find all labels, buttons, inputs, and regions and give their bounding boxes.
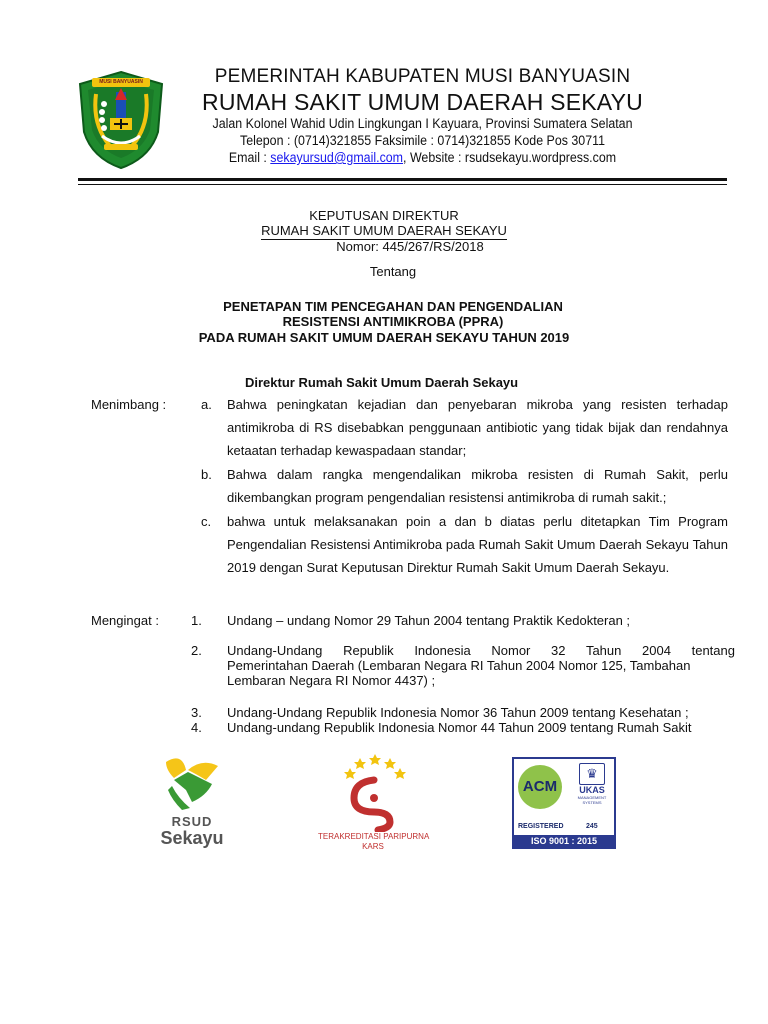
menimbang-item-c (227, 510, 728, 579)
list-line: Bahwa peningkatan kejadian dan penyebaran mikroba yang resisten terhadap (227, 397, 728, 412)
regency-emblem (78, 70, 164, 170)
email-prefix: Email : (228, 150, 271, 165)
list-line: Sekayu Tahun 2019 dengan Surat Keputusan Direktur Rumah Sakit Umum (227, 537, 728, 575)
mengingat-item-4: Undang-undang Republik Indonesia Nomor 44 Tahun 2009 tentang Rumah Sakit (227, 720, 692, 735)
website-text: , Website : rsudsekayu.wordpress.com (403, 150, 617, 165)
mengingat-item-2 (227, 643, 735, 688)
contact-line (209, 150, 637, 165)
letterhead-rule-thick (78, 178, 727, 181)
mengingat-marker-1: 1. (191, 613, 202, 628)
hospital-phone: Telepon : (0714)321855 Faksimile : 0714)321855 Kode Pos 30711 (239, 133, 606, 148)
ukas-text: UKAS (579, 785, 605, 795)
list-line: rendahnya ketaatan terhadap kewaspadaan standar; (227, 420, 728, 458)
list-line: Lembaran Negara RI Nomor 4437) ; (227, 673, 436, 688)
kars-caption-1: TERAKREDITASI PARIPURNA (318, 832, 430, 841)
government-name: PEMERINTAH KABUPATEN MUSI BANYUASIN (214, 66, 631, 87)
decree-issuer-title (0, 223, 768, 238)
kars-accreditation-logo (318, 752, 428, 852)
mengingat-marker-2: 2. (191, 643, 202, 658)
email-link[interactable]: sekayursud@gmail.com (270, 150, 404, 165)
decree-issuer-title-text: RUMAH SAKIT UMUM DAERAH SEKAYU (261, 223, 507, 238)
menimbang-item-b (227, 463, 728, 509)
menimbang-item-a (227, 393, 728, 462)
rsud-logo-line2: Sekayu (160, 828, 224, 848)
decree-number: Nomor: 445/267/RS/2018 (336, 239, 484, 254)
list-line: Undang-Undang Republik Indonesia Nomor 32 Tahun 2004 tentang (227, 643, 735, 658)
list-line: Daerah Sekayu. (576, 560, 670, 575)
iso-certification-logo (512, 757, 616, 849)
mengingat-label: Mengingat : (91, 613, 159, 628)
list-line: bahwa untuk melaksanakan poin a dan b diatas perlu ditetapkan Tim Program (227, 514, 728, 529)
menimbang-marker-b: b. (201, 467, 212, 482)
decree-subject-line-3: PADA RUMAH SAKIT UMUM DAERAH SEKAYU TAHUN 2019 (198, 330, 570, 345)
emblem-text: MUSI BANYUASIN (99, 79, 143, 85)
hospital-address: Jalan Kolonel Wahid Udin Lingkungan I Kayuara, Provinsi Sumatera Selatan (212, 116, 633, 131)
rsud-logo-line1: RSUD (171, 814, 213, 829)
list-line: dikembangkan program pengendalian resistensi antimikroba di rumah sakit.; (227, 490, 667, 505)
mengingat-item-3: Undang-Undang Republik Indonesia Nomor 36 Tahun 2009 tentang Kesehatan ; (227, 705, 689, 720)
mengingat-marker-4: 4. (191, 720, 202, 735)
acm-logo (518, 765, 562, 809)
menimbang-marker-a: a. (201, 397, 212, 412)
list-line: antimikroba di RS disebabkan penggunaan antibiotic yang tidak bijak dan (227, 420, 662, 435)
list-line: Bahwa dalam rangka mengendalikan mikroba resisten di Rumah Sakit, perlu (227, 467, 728, 482)
iso-label: ISO 9001 : 2015 (514, 835, 614, 847)
mengingat-item-1: Undang – undang Nomor 29 Tahun 2004 tentang Praktik Kedokteran ; (227, 613, 631, 628)
kars-caption-2: KARS (362, 842, 384, 851)
decree-issuer: Direktur Rumah Sakit Umum Daerah Sekayu (245, 375, 519, 390)
letterhead-rule-thin (78, 184, 727, 185)
menimbang-marker-c: c. (201, 514, 212, 529)
ukas-logo (572, 763, 612, 819)
list-line: Pemerintahan Daerah (Lembaran Negara RI Tahun 2004 Nomor 125, Tambahan (227, 658, 691, 673)
list-line: Pengendalian Resistensi Antimikroba pada Rumah Sakit Umum Daerah (227, 537, 642, 552)
rsud-sekayu-logo (152, 752, 232, 852)
registration-number: 245 (586, 823, 598, 830)
registered-label: REGISTERED (518, 823, 564, 830)
ukas-sub-text: MANAGEMENT SYSTEMS (577, 795, 607, 805)
decree-subject-line-2: RESISTENSI ANTIMIKROBA (PPRA) (282, 314, 504, 329)
decree-title: KEPUTUSAN DIREKTUR (309, 208, 459, 223)
decree-about: Tentang (369, 264, 417, 279)
acm-text: ACM (522, 778, 558, 795)
menimbang-label: Menimbang : (91, 397, 167, 412)
mengingat-marker-3: 3. (191, 705, 202, 720)
decree-subject-line-1: PENETAPAN TIM PENCEGAHAN DAN PENGENDALIAN (223, 299, 563, 314)
crown-icon: ♛ (579, 763, 605, 785)
hospital-name: RUMAH SAKIT UMUM DAERAH SEKAYU (202, 89, 643, 115)
